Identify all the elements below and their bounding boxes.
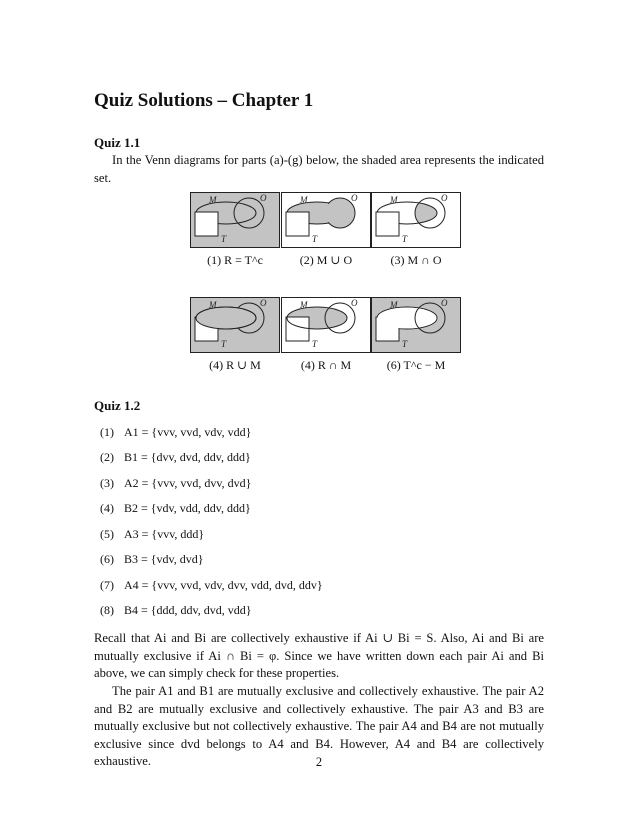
venn-diagram-6 <box>371 297 461 353</box>
list-item: (7) A4 = {vvv, vvd, vdv, dvv, vdd, dvd, ddv} <box>100 578 323 592</box>
venn-diagram-3 <box>371 192 461 248</box>
paragraph-2: The pair A1 and B1 are mutually exclusive and collectively exhaustive. The pair A2 and B2 are mutually exclusive and collectively exhaustive. The pair A3 and B3 are mutually exclusive but not collectively exhaustive. The pair A4 and B4 are not mutually exclusive since dvd belongs to A4 and B4. However, A4 and B4 are collectively exhaustive. <box>94 684 544 768</box>
t-label: T <box>312 234 318 244</box>
o-label: O <box>351 193 358 203</box>
caption-2: (2) M ∪ O <box>299 253 353 267</box>
t-label: T <box>312 339 318 349</box>
venn-diagram-1 <box>190 192 280 248</box>
caption-4: (4) R ∪ M <box>209 358 261 372</box>
list-item: (8) B4 = {ddd, ddv, dvd, vdd} <box>100 603 252 617</box>
caption-5: (4) R ∩ M <box>300 358 352 372</box>
list-item: (1) A1 = {vvv, vvd, vdv, vdd} <box>100 425 252 439</box>
o-label: O <box>441 298 448 308</box>
page-title: Quiz Solutions – Chapter 1 <box>94 90 314 111</box>
t-label: T <box>402 339 408 349</box>
caption-6: (6) T^c − M <box>386 358 446 372</box>
venn-diagram-2 <box>281 192 371 248</box>
o-label: O <box>260 298 267 308</box>
m-label: M <box>209 300 217 310</box>
t-label: T <box>402 234 408 244</box>
list-item: (6) B3 = {vdv, dvd} <box>100 552 204 566</box>
list-item: (2) B1 = {dvv, dvd, ddv, ddd} <box>100 450 251 464</box>
o-label: O <box>351 298 358 308</box>
caption-3: (3) M ∩ O <box>390 253 442 267</box>
quiz-1-1-heading: Quiz 1.1 <box>94 135 141 150</box>
quiz-1-1-intro: In the Venn diagrams for parts (a)-(g) below, the shaded area represents the indicated set. <box>94 153 544 185</box>
quiz-1-2-heading: Quiz 1.2 <box>94 398 141 413</box>
page-number: 2 <box>315 755 323 769</box>
m-label: M <box>300 195 308 205</box>
list-item: (4) B2 = {vdv, vdd, ddv, ddd} <box>100 501 251 515</box>
o-label: O <box>441 193 448 203</box>
venn-diagram-4 <box>190 297 280 353</box>
m-label: M <box>209 195 217 205</box>
caption-1: (1) R = T^c <box>207 253 263 267</box>
venn-diagram-5 <box>281 297 371 353</box>
list-item: (5) A3 = {vvv, ddd} <box>100 527 205 541</box>
t-label: T <box>221 339 227 349</box>
list-item: (3) A2 = {vvv, vvd, dvv, dvd} <box>100 476 252 490</box>
m-label: M <box>300 300 308 310</box>
t-label: T <box>221 234 227 244</box>
m-label: M <box>390 195 398 205</box>
m-label: M <box>390 300 398 310</box>
paragraph-1: Recall that Ai and Bi are collectively exhaustive if Ai ∪ Bi = S. Also, Ai and Bi are mutually exclusive if Ai ∩ Bi = φ. Since we have written down each pair Ai and Bi above, we can simply check for these properties. <box>94 631 544 680</box>
o-label: O <box>260 193 267 203</box>
